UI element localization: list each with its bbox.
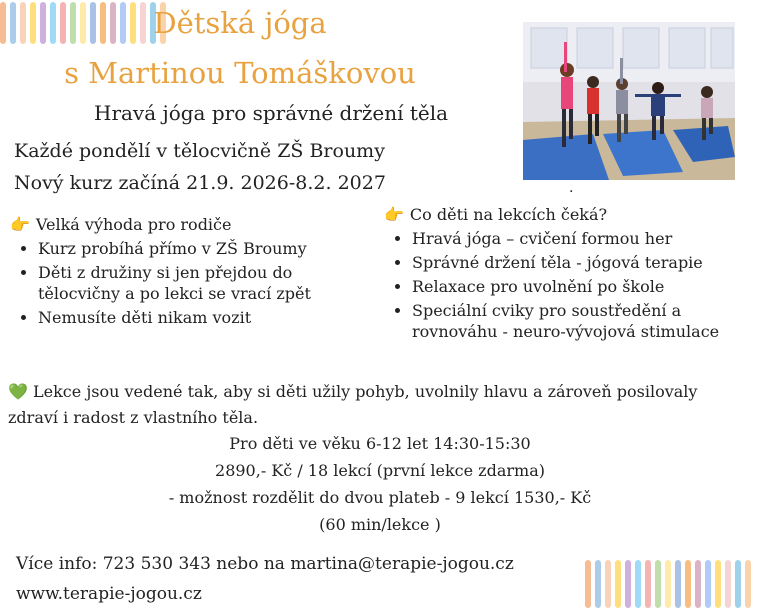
list-item: • Děti z družiny si jen přejdou do tělocvičny a po lekci se vrací zpět (38, 262, 360, 304)
stray-dot: . (569, 180, 574, 196)
decorative-stripe (725, 560, 731, 608)
list-item: • Hravá jóga – cvičení formou her (412, 228, 744, 249)
section-heading: Co děti na lekcích čeká? (409, 205, 608, 224)
decorative-stripe (585, 560, 591, 608)
decorative-stripe (685, 560, 691, 608)
decorative-stripe (615, 560, 621, 608)
decorative-stripe (645, 560, 651, 608)
title-line-2: s Martinou Tomáškovou (64, 56, 416, 90)
decorative-stripe (665, 560, 671, 608)
title-line-1: Dětská jóga (153, 6, 327, 40)
list-item: • Speciální cviky pro soustředění a rovnováhu - neuro-vývojová stimulace (412, 300, 744, 342)
subtitle: Hravá jóga pro správné držení těla (94, 101, 449, 125)
decorative-stripe (705, 560, 711, 608)
pointing-hand-icon: 👉 (384, 205, 404, 224)
decorative-stripes-bottom (585, 560, 751, 608)
duration-line: (60 min/lekce ) (319, 515, 441, 534)
decorative-stripe (595, 560, 601, 608)
pointing-hand-icon: 👉 (10, 215, 30, 234)
decorative-stripe (745, 560, 751, 608)
decorative-stripe (605, 560, 611, 608)
list-item: • Kurz probíhá přímo v ZŠ Broumy (38, 238, 360, 259)
green-heart-icon: 💚 (8, 382, 28, 401)
section-heading: Velká výhoda pro rodiče (35, 215, 232, 234)
yoga-class-photo (523, 22, 735, 180)
list-item: • Správné držení těla - jógová terapie (412, 252, 744, 273)
website-link[interactable]: www.terapie-jogou.cz (16, 584, 202, 604)
decorative-stripe (695, 560, 701, 608)
lesson-content-section (384, 205, 744, 345)
age-time-line: Pro děti ve věku 6-12 let 14:30-15:30 (229, 434, 531, 453)
decorative-stripe (635, 560, 641, 608)
contact-info: Více info: 723 530 343 nebo na martina@terapie-jogou.cz (16, 554, 514, 574)
decorative-stripe (675, 560, 681, 608)
list-item: • Nemusíte děti nikam vozit (38, 307, 360, 328)
schedule-line: Každé pondělí v tělocvičně ZŠ Broumy (14, 140, 385, 162)
decorative-stripe (655, 560, 661, 608)
split-payment-line: - možnost rozdělit do dvou plateb - 9 lekcí 1530,- Kč (168, 488, 592, 507)
decorative-stripe (715, 560, 721, 608)
parents-advantage-section (10, 215, 360, 331)
list-item: • Relaxace pro uvolnění po škole (412, 276, 744, 297)
price-line: 2890,- Kč / 18 lekcí (první lekce zdarma) (215, 461, 545, 480)
benefits-paragraph (8, 379, 708, 431)
course-dates-line: Nový kurz začíná 21.9. 2026-8.2. 2027 (14, 172, 386, 194)
benefits-text: Lekce jsou vedené tak, aby si děti užily pohyb, uvolnily hlavu a zároveň posilovaly zdraví i radost z vlastního těla. (8, 382, 698, 427)
decorative-stripe (735, 560, 741, 608)
decorative-stripe (625, 560, 631, 608)
